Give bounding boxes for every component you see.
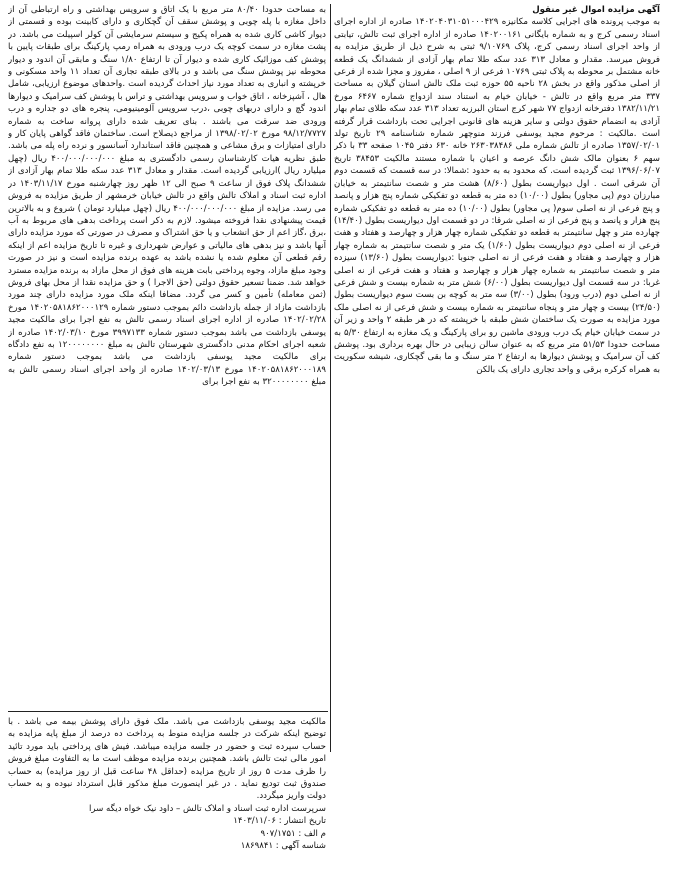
notice-right-column [334, 4, 660, 752]
notice-body-right: به موجب پرونده های اجرایی کلاسه مکانیزه ۱۴۰۲۰۴۰۳۱۰۵۱۰۰۰۴۲۹ صادره از اداره اجرای اسناد رسمی کرج و به شماره بایگانی ۱۴۰۲۰۰۱۶۱ صادره از اداره اجرای ثبت تالش، تیابتی از واحد اجرای اسناد رسمی کرج، پلاک ۹/۱۰۷۶۹ ثبتی به شرح ذیل از طریق مزایده به فروش میرسد. مقدار و معادل ۳۱۳ عدد سکه طلا تمام بهار آزادی از ششدانگ یک قطعه خانه مشتمل بر محوطه به پلاک ثبتی ۱۰۷۶۹ فرعی از ۹ اصلی ، مفروز و مجزا شده از فرعی از اصلی مذکور واقع در بخش ۲۸ ناحیه ۵۵ حوزه ثبت ملک تالش استان گیلان به مساحت ۳۳۷ متر مربع واقع در تالش - خیابان خیام به استناد سند ازدواج شماره ۶۴۶۷ مورخ ۱۳۸۲/۱۱/۲۱ دفترخانه ازدواج ۷۷ شهر کرج استان البرزبه تعداد ۳۱۳ عدد سکه طلای تمام بهار آزادی به انضمام حقوق دولتی و سایر هزینه های قانونی اجرایی تحت بازداشت قرار گرفته است .مالکیت : مرحوم مجید یوسفی فرزند منوچهر شماره شناسنامه ۲۹ تاریخ تولد ۱۳۵۷/۰۲/۰۱ صادره از تالش شماره ملی ۲۶۳۰۳۸۴۸۶ خانه ۶۳۰ دفتر ۱۰۴۵ صفحه ۳۳ با ذکر سهم ۶ بعنوان مالک شش دانگ عرصه و اعیان با شماره مستند مالکیت ۳۸۴۵۳ تاریخ ۱۳۹۶/۰۶/۰۷ ثبت گردیده است. که محدود به به حدود :شمالا: در سه قسمت که قسمت دوم آن شرقی است . اول دیواریست بطول (۸/۶۰) هشت متر و شصت سانتیمتر به خیابان مبارزان دوم (پی مجاور) بطول (۱۰/۰۰) ده متر به قطعه دو تفکیکی شماره پنج هزار و پانصد و پنج فرعی از نه اصلی سوم( پی مجاور) بطول (۱۰/۰۰) ده متر به قطعه دو تفکیکی شماره پنج هزار و پانصد و پنج فرعی از نه اصلی شرقا: در دو قسمت اول دیواریست بطول (۱۴/۴۰) چهارده متر و چهل سانتیمتر به قطعه دو تفکیکی شماره چهار هزار و چهارصد و هفتاد و هفت فرعی از نه اصلی دوم دیواریست بطول (۱/۶۰) یک متر و شصت سانتیمتر به شماره چهار هزار و چهارصد و هفتاد و هفت فرعی از نه اصلی جنوبا :دیواریست بطول (۱۳/۶۰) سیزده متر و شصت سانتیمتر به شماره چهار هزار و چهارصد و هفتاد و هفت فرعی از نه اصلی غربا: در سه قسمت اول دیواریست بطول (۶/۰۰) شش متر به شماره بیست و شش فرعی از نه اصلی دوم (درب ورود) بطول (۳/۰۰) سه متر به کوچه بن بست سوم دیواریست بطول (۲۴/۵۰) بیست و چهار متر و پنجاه سانتیمتر به شماره بیست و شش فرعی از نه اصلی ملک مورد مزایده به صورت یک ساختمان شش طبقه با خرپشته که در هر طبقه ۲ واحد و زیر آن در سمت خیابان خیام یک درب ورودی ماشین رو برای پارکینگ و یک مغازه به ارتفاع ۵/۳۰ به مساحت حدودا ۵۱/۵۳ متر مربع که به عنوان سالن زیبایی در حال بهره برداری بود. پوشش کف آن سرامیک و پوشش دیوارها به ارتفاع ۲ متر سنگ و ما بقی گچکاری، شیشه سکوریت به همراه کرکره برقی و واحد تجاری دارای یک بالکن [334, 17, 660, 375]
notice-closing-text: مالکیت مجید یوسفی بازداشت می باشد. ملک فوق دارای پوشش بیمه می باشد . با توضیح اینکه شرکت در جلسه مزایده منوط به پرداخت ده درصد از مبلغ پایه مزایده به حساب سپرده ثبت و حضور در جلسه مزایده میباشد. فیش های پرداختی باید مورد تائید امور مالی ثبت تالش باشد. همچنین برنده مزایده موظف است ما به التفاوت مبلغ فروش را ظرف مدت ۵ روز از تاریخ مزایده (حداقل ۴۸ ساعت قبل از روز مزایده) به حساب صندوق ثبت تودیع نماید . در غیر اینصورت مبلغ مذکور قابل استرداد نبوده و به حساب دولت واریز میگردد. [8, 717, 326, 802]
section-divider [8, 711, 328, 712]
notice-body-left: به مساحت حدودا ۸۰/۴۰ متر مربع با یک اتاق و سرویس بهداشتی و راه ارتباطی آن از داخل مغازه با پله چوبی و پوشش سقف آن گچکاری و دارای کابینت بوده و قسمتی از دیوار کاشی کاری شده به همراه پکیج و سیستم سرمایشی آن کولر اسپیلت می باشد. در پشت مغازه در سمت کوچه یک درب ورودی به همراه رمپ پارکینگ برای طبقات پایین با پوشش کف موزائیک کاری شده و دیوار آن تا ارتفاع ۱/۸۰ سنگ و مابقی آن اندود و دیوار محوطه نیز پوشش سنگ می باشد و در بالای طبقه تجاری آن تعداد ۱۱ واحد مسکونی و خرپشته و انباری به تعداد مورد نیاز احداث گردیده است .واحدهای موضوع ارزیابی، شامل هال ، آشپزخانه ، اتاق خواب و سرویس بهداشتی و تراس با پوشش کف سرامیک و دیوارها اندود گچ و دارای دربهای چوبی ،درب سرویس آلومینیومی، پنجره های دو جداره و درب ورودی ضد سرقت می باشند . بنای تعریف شده دارای پروانه ساخت به شماره ۹۸/۱۲/۷۷۲۷ مورخ ۱۳۹۸/۰۲/۰۲ از مراجع ذیصلاح است. ساختمان فاقد گواهی پایان کار و دارای امتیازات و برق مشاعی و همچنین فاقد استاندارد آسانسور و نرده راه پله می باشد. طبق نظریه هیات کارشناسان رسمی دادگستری به مبلغ ۴۰۰/۰۰۰/۰۰۰/۰۰۰ ریال (چهل میلیارد ریال )ارزیابی گردیده است. مقدار و معادل ۳۱۳ عدد سکه طلا تمام بهار آزادی از ششدانگ پلاک فوق از ساعت ۹ صبح الی ۱۲ ظهر روز چهارشنبه مورخ ۱۴۰۳/۱۱/۱۷ در اداره ثبت اسناد و املاک تالش واقع در تالش خیابان خرمشهر از طریق مزایده به فروش می رسد. مزایده از مبلغ ۴۰۰/۰۰۰/۰۰۰/۰۰۰ ریال (چهل میلیارد تومان ) شروع و به بالاترین قیمت پیشنهادی نقدا فروخته میشود. لازم به ذکر است پرداخت بدهی های مربوط به آب ،برق ،گاز اعم از حق انشعاب و یا حق اشتراک و مصرف در صورتی که مورد مزایده دارای آنها باشد و نیز بدهی های مالیاتی و عوارض شهرداری و غیره تا تاریخ مزایده اعم از اینکه رقم قطعی آن معلوم شده یا نشده باشد به عهده برنده مزایده است و نیز در صورت وجود مبلغ مازاد، وجوه پرداختی بابت هزینه های فوق از محل مازاد به برنده مزایده مسترد خواهد شد. ضمنا تسعیر حقوق دولتی (حق الاجرا ) و حق مزایده نقدا از محل بهای فروش (ثمن معامله) تأمین و کسر می گردد. مضافا اینکه ملک مورد مزایده دارای چند مورد بازداشت مازاد از جمله بازداشت دائم بموجب دستور شماره ۱۴۰۲۰۵۸۱۸۶۲۰۰۰۱۲۹ مورخ ۱۴۰۲/۰۲/۲۸ صادره از اداره اجرای اسناد رسمی تالش به نفع اجرا برای مالکیت مجید یوسفی بازداشت می باشد بموجب دستور شماره ۳۹۹۷۱۳۳ مورخ ۱۴۰۲/۰۳/۱۰ صادره از شعبه اجرای احکام مدنی دادگستری شهرستان تالش به مبلغ ۱۲۰۰۰۰۰۰۰۰ به نفع دادگاه برای مالکیت مجید یوسفی بازداشت می باشد بموجب دستور شماره ۱۴۰۲۰۵۸۱۸۶۲۰۰۰۱۸۹ مورخ ۱۴۰۲/۰۳/۱۳ صادره از واحد اجرای اسناد رسمی تالش به مبلغ ۳۲۰۰۰۰۰۰۰۰ به نفع اجرا برای [8, 5, 326, 388]
notice-signature: سرپرست اداره ثبت اسناد و املاک تالش – داود نیک خواه دیگه سرا [88, 803, 326, 814]
notice-title: آگهی مزایده اموال غیر منقول [532, 5, 660, 15]
newspaper-notice-page [8, 4, 660, 870]
notice-publish-date: تاریخ انتشار : ۱۴۰۳/۱۱/۰۶ [233, 816, 326, 827]
column-divider [330, 4, 331, 752]
notice-closing-section [8, 716, 326, 870]
notice-id: شناسه آگهی : ۱۸۶۹۸۴۱ [240, 841, 326, 852]
notice-left-column [8, 4, 326, 709]
notice-postal-code: م الف : ۹۰۷/۱۷۵۱ [260, 828, 326, 839]
